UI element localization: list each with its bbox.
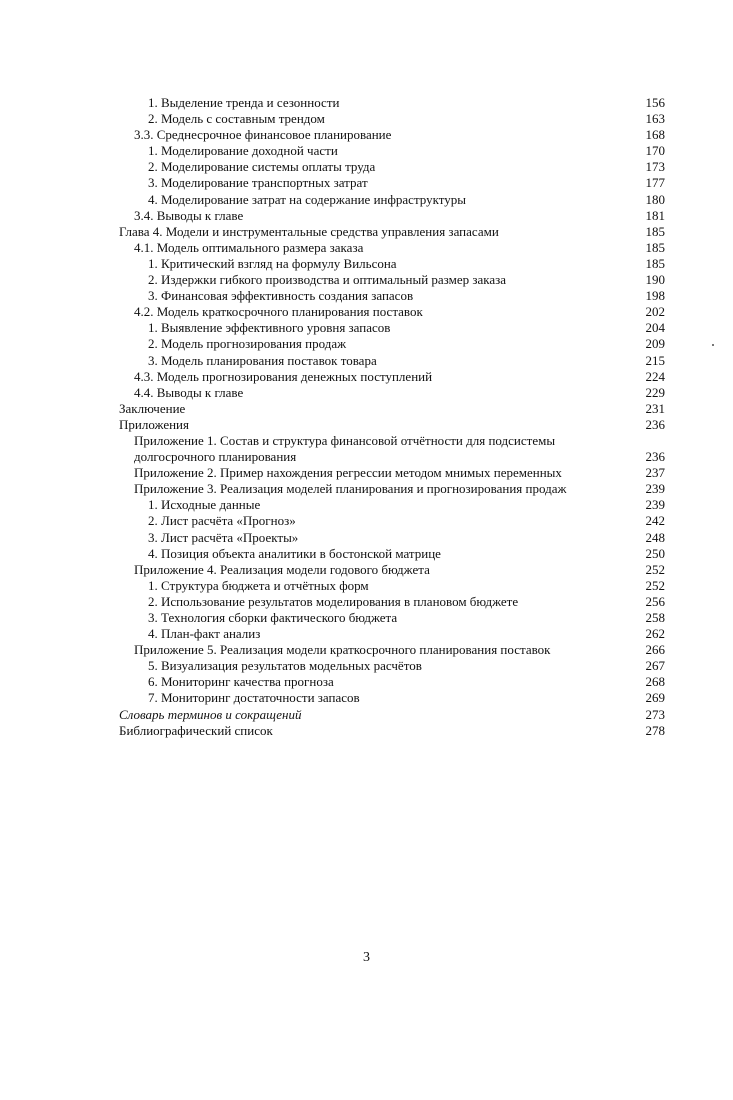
toc-entry-page: 256 bbox=[645, 593, 665, 609]
toc-entry-page: 258 bbox=[645, 610, 665, 625]
toc-entry-title: 7. Мониторинг достаточности запасов bbox=[148, 690, 360, 706]
toc-entry-title: 5. Визуализация результатов модельных расчётов bbox=[148, 658, 422, 674]
toc-entry bbox=[0, 192, 733, 208]
toc-entry-page: 252 bbox=[645, 577, 665, 593]
toc-entry bbox=[0, 723, 733, 739]
toc-entry bbox=[0, 465, 733, 481]
toc-entry-page: 266 bbox=[645, 642, 665, 658]
toc-entry bbox=[0, 433, 733, 449]
toc-entry bbox=[0, 336, 733, 352]
toc-entry-page: 190 bbox=[645, 272, 665, 288]
toc-entry-title: 2. Использование результатов моделирования в плановом бюджете bbox=[148, 593, 519, 609]
toc-entry-title: 3.4. Выводы к главе bbox=[134, 207, 244, 223]
toc-entry-title: 3. Моделирование транспортных затрат bbox=[148, 175, 368, 191]
toc-entry-page: 202 bbox=[645, 304, 665, 320]
toc-entry-page: 170 bbox=[645, 143, 665, 159]
toc-entry-title: 2. Модель с составным трендом bbox=[148, 111, 325, 127]
toc-entry-title: 3. Модель планирования поставок товара bbox=[148, 352, 377, 368]
toc-entry-title: 3. Финансовая эффективность создания запасов bbox=[148, 288, 414, 304]
toc-entry-title: Библиографический список bbox=[119, 722, 273, 738]
toc-entry-title: 2. Издержки гибкого производства и оптимальный размер заказа bbox=[148, 272, 507, 288]
toc-entry-page: 185 bbox=[645, 223, 665, 239]
toc-entry bbox=[0, 642, 733, 658]
toc-entry bbox=[0, 95, 733, 111]
toc-entry bbox=[0, 610, 733, 626]
toc-entry-title: 2. Лист расчёта «Прогноз» bbox=[148, 513, 296, 529]
toc-entry-title: Приложение 1. Состав и структура финансовой отчётности для подсистемы bbox=[134, 432, 556, 448]
toc-entry-title: 1. Исходные данные bbox=[148, 497, 261, 513]
toc-entry-title: 6. Мониторинг качества прогноза bbox=[148, 674, 334, 690]
toc-entry bbox=[0, 674, 733, 690]
toc-entry bbox=[0, 304, 733, 320]
toc-entry-title: 4.2. Модель краткосрочного планирования поставок bbox=[134, 304, 423, 320]
toc-entry-title: 3.3. Среднесрочное финансовое планирование bbox=[134, 127, 392, 143]
toc-entry-page: 252 bbox=[645, 561, 665, 577]
toc-entry bbox=[0, 594, 733, 610]
toc-entry-title: 4.4. Выводы к главе bbox=[134, 384, 244, 400]
toc-entry-page: 242 bbox=[645, 513, 665, 529]
toc-entry bbox=[0, 353, 733, 369]
toc-entry-title: Приложение 5. Реализация модели краткосрочного планирования поставок bbox=[134, 642, 551, 658]
toc-entry-title: 4. Позиция объекта аналитики в бостонской матрице bbox=[148, 545, 441, 561]
toc-entry bbox=[0, 546, 733, 562]
table-of-contents bbox=[0, 95, 733, 739]
toc-entry-title: Приложение 4. Реализация модели годового бюджета bbox=[134, 561, 430, 577]
toc-entry-page: 268 bbox=[645, 674, 665, 690]
toc-entry-page: 236 bbox=[645, 416, 665, 432]
toc-entry-title: 3. Технология сборки фактического бюджета bbox=[148, 610, 398, 625]
toc-entry-title: 2. Моделирование системы оплаты труда bbox=[148, 159, 376, 175]
toc-entry bbox=[0, 143, 733, 159]
toc-entry-title: Глава 4. Модели и инструментальные средства управления запасами bbox=[119, 223, 499, 239]
toc-entry bbox=[0, 208, 733, 224]
toc-entry-page: 248 bbox=[645, 529, 665, 545]
toc-entry bbox=[0, 256, 733, 272]
toc-entry bbox=[0, 690, 733, 706]
toc-entry-title: 4.1. Модель оптимального размера заказа bbox=[134, 239, 364, 255]
toc-entry bbox=[0, 159, 733, 175]
toc-entry-page: 177 bbox=[645, 175, 665, 191]
toc-entry bbox=[0, 111, 733, 127]
toc-entry bbox=[0, 626, 733, 642]
toc-entry-title: 4.3. Модель прогнозирования денежных поступлений bbox=[134, 368, 433, 384]
toc-entry bbox=[0, 562, 733, 578]
toc-entry bbox=[0, 385, 733, 401]
toc-entry-page: 185 bbox=[645, 239, 665, 255]
toc-entry-page: 224 bbox=[645, 368, 665, 384]
toc-entry bbox=[0, 578, 733, 594]
toc-entry-page: 215 bbox=[645, 352, 665, 368]
toc-entry-page: 278 bbox=[645, 722, 665, 738]
toc-entry-title: Заключение bbox=[119, 400, 186, 416]
toc-entry-title: 1. Структура бюджета и отчётных форм bbox=[148, 577, 369, 593]
toc-entry bbox=[0, 175, 733, 191]
toc-entry bbox=[0, 417, 733, 433]
toc-entry bbox=[0, 127, 733, 143]
toc-entry bbox=[0, 401, 733, 417]
toc-entry-title: 4. План-факт анализ bbox=[148, 626, 261, 642]
toc-entry-page: 250 bbox=[645, 545, 665, 561]
toc-entry-page: 204 bbox=[645, 320, 665, 336]
toc-entry-title: 1. Моделирование доходной части bbox=[148, 143, 338, 159]
toc-entry bbox=[0, 481, 733, 497]
toc-entry bbox=[0, 513, 733, 529]
toc-entry-title: Приложение 2. Пример нахождения регрессии методом мнимых переменных bbox=[134, 465, 562, 481]
toc-entry-page: 163 bbox=[645, 111, 665, 127]
toc-entry-page: 236 bbox=[645, 449, 665, 465]
toc-entry-page: 237 bbox=[645, 465, 665, 481]
toc-entry-page: 185 bbox=[645, 255, 665, 271]
toc-entry-page: 239 bbox=[645, 497, 665, 513]
toc-entry bbox=[0, 530, 733, 546]
toc-entry bbox=[0, 288, 733, 304]
toc-entry-title: 1. Критический взгляд на формулу Вильсона bbox=[148, 255, 397, 271]
toc-entry-page: 180 bbox=[645, 191, 665, 207]
toc-entry-page: 198 bbox=[645, 288, 665, 304]
toc-entry bbox=[0, 707, 733, 723]
toc-entry-page: 168 bbox=[645, 127, 665, 143]
toc-entry-page: 269 bbox=[645, 690, 665, 706]
toc-entry bbox=[0, 224, 733, 240]
toc-entry-page: 262 bbox=[645, 626, 665, 642]
toc-entry bbox=[0, 449, 733, 465]
toc-entry-title: 3. Лист расчёта «Проекты» bbox=[148, 529, 299, 545]
toc-entry-title: Приложение 3. Реализация моделей планирования и прогнозирования продаж bbox=[134, 481, 567, 497]
toc-entry-page: 156 bbox=[645, 95, 665, 110]
toc-entry-page: 173 bbox=[645, 159, 665, 175]
page-number: 3 bbox=[363, 950, 370, 965]
toc-entry-page: 267 bbox=[645, 658, 665, 674]
toc-entry-title: 2. Модель прогнозирования продаж bbox=[148, 336, 347, 352]
toc-entry-page: 231 bbox=[645, 400, 665, 416]
toc-entry-page: 239 bbox=[645, 481, 665, 497]
toc-entry bbox=[0, 497, 733, 513]
toc-entry-page: 181 bbox=[645, 207, 665, 223]
toc-entry-title: долгосрочного планирования bbox=[134, 449, 297, 465]
toc-entry bbox=[0, 240, 733, 256]
toc-entry-page: 229 bbox=[645, 384, 665, 400]
toc-entry bbox=[0, 369, 733, 385]
toc-entry-page: 209 bbox=[645, 336, 665, 352]
scan-speck bbox=[712, 344, 714, 346]
toc-entry-title: 1. Выделение тренда и сезонности bbox=[148, 95, 340, 110]
toc-entry bbox=[0, 320, 733, 336]
toc-entry-title: 4. Моделирование затрат на содержание инфраструктуры bbox=[148, 191, 467, 207]
toc-entry bbox=[0, 272, 733, 288]
toc-entry-title: Приложения bbox=[119, 416, 189, 432]
toc-entry-title: 1. Выявление эффективного уровня запасов bbox=[148, 320, 391, 336]
toc-entry-page: 273 bbox=[645, 706, 665, 722]
toc-entry-title: Словарь терминов и сокращений bbox=[119, 706, 302, 722]
toc-entry bbox=[0, 658, 733, 674]
